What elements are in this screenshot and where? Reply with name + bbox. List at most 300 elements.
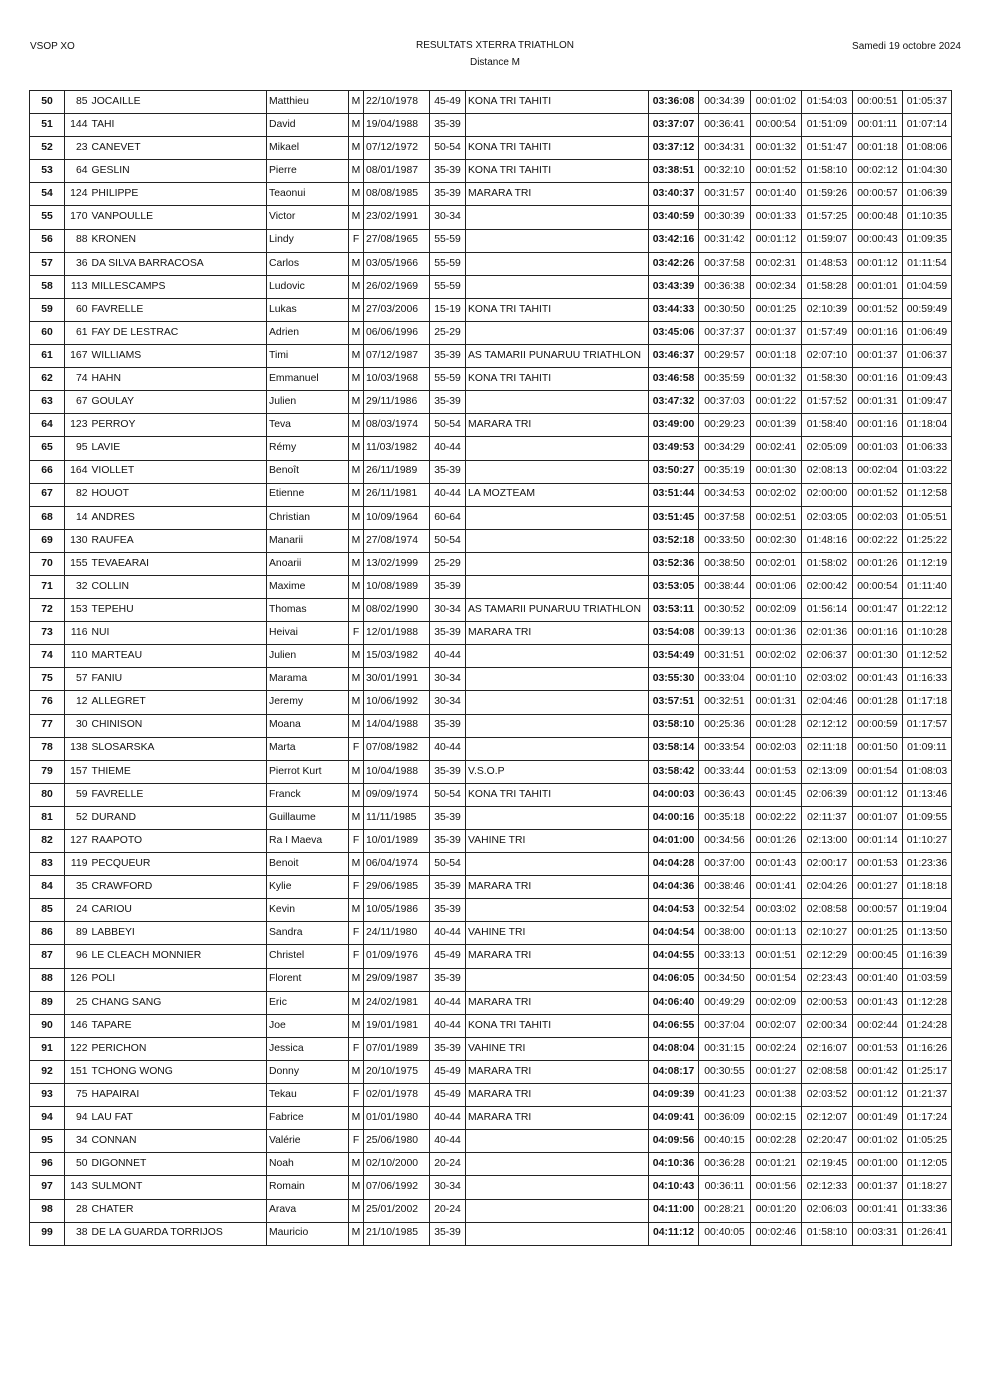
table-row xyxy=(30,622,952,645)
swim-time-cell: 00:35:19 xyxy=(699,460,751,483)
club-cell: VAHINE TRI xyxy=(466,922,649,945)
table-row xyxy=(30,275,952,298)
club-cell: AS TAMARII PUNARUU TRIATHLON xyxy=(466,345,649,368)
sex-cell: M xyxy=(349,137,364,160)
total-time-cell: 03:51:45 xyxy=(649,506,699,529)
t2-time-cell: 00:00:48 xyxy=(853,206,903,229)
category-cell: 35-39 xyxy=(430,622,466,645)
rank-cell: 57 xyxy=(30,252,65,275)
total-time-cell: 04:08:04 xyxy=(649,1037,699,1060)
birth-date-cell: 21/10/1985 xyxy=(364,1222,430,1245)
t2-time-cell: 00:01:37 xyxy=(853,345,903,368)
bike-time-cell: 01:56:14 xyxy=(802,599,853,622)
t2-time-cell: 00:01:12 xyxy=(853,1084,903,1107)
swim-time-cell: 00:32:51 xyxy=(699,691,751,714)
sex-cell: M xyxy=(349,645,364,668)
t1-time-cell: 00:01:39 xyxy=(751,414,802,437)
club-cell xyxy=(466,114,649,137)
run-time-cell: 00:59:49 xyxy=(903,298,952,321)
birth-date-cell: 29/11/1986 xyxy=(364,391,430,414)
table-row xyxy=(30,114,952,137)
birth-date-cell: 07/01/1989 xyxy=(364,1037,430,1060)
table-row xyxy=(30,91,952,114)
table-row xyxy=(30,783,952,806)
t1-time-cell: 00:01:43 xyxy=(751,853,802,876)
swim-time-cell: 00:49:29 xyxy=(699,991,751,1014)
t1-time-cell: 00:02:41 xyxy=(751,437,802,460)
rank-cell: 83 xyxy=(30,853,65,876)
club-cell: MARARA TRI xyxy=(466,1060,649,1083)
bike-time-cell: 02:10:39 xyxy=(802,298,853,321)
club-cell: KONA TRI TAHITI xyxy=(466,783,649,806)
category-cell: 30-34 xyxy=(430,1176,466,1199)
t2-time-cell: 00:01:40 xyxy=(853,968,903,991)
t1-time-cell: 00:01:33 xyxy=(751,206,802,229)
club-cell: MARARA TRI xyxy=(466,991,649,1014)
bib-number-cell: 113 xyxy=(65,275,90,298)
t2-time-cell: 00:01:27 xyxy=(853,876,903,899)
first-name-cell: Jessica xyxy=(267,1037,349,1060)
sex-cell: M xyxy=(349,575,364,598)
category-cell: 55-59 xyxy=(430,229,466,252)
club-cell xyxy=(466,668,649,691)
total-time-cell: 04:00:16 xyxy=(649,806,699,829)
bib-number-cell: 116 xyxy=(65,622,90,645)
t2-time-cell: 00:01:02 xyxy=(853,1130,903,1153)
bib-number-cell: 119 xyxy=(65,853,90,876)
category-cell: 35-39 xyxy=(430,760,466,783)
bike-time-cell: 02:12:33 xyxy=(802,1176,853,1199)
t1-time-cell: 00:01:10 xyxy=(751,668,802,691)
club-cell xyxy=(466,737,649,760)
first-name-cell: Julien xyxy=(267,645,349,668)
bike-time-cell: 02:12:29 xyxy=(802,945,853,968)
birth-date-cell: 29/09/1987 xyxy=(364,968,430,991)
t2-time-cell: 00:02:12 xyxy=(853,160,903,183)
run-time-cell: 01:08:03 xyxy=(903,760,952,783)
last-name-cell: THIEME xyxy=(90,760,267,783)
run-time-cell: 01:06:37 xyxy=(903,345,952,368)
category-cell: 30-34 xyxy=(430,599,466,622)
last-name-cell: RAAPOTO xyxy=(90,830,267,853)
sex-cell: F xyxy=(349,922,364,945)
t2-time-cell: 00:01:53 xyxy=(853,853,903,876)
club-cell xyxy=(466,968,649,991)
birth-date-cell: 26/11/1981 xyxy=(364,483,430,506)
first-name-cell: Lindy xyxy=(267,229,349,252)
run-time-cell: 01:13:46 xyxy=(903,783,952,806)
total-time-cell: 04:00:03 xyxy=(649,783,699,806)
table-row xyxy=(30,1153,952,1176)
bib-number-cell: 157 xyxy=(65,760,90,783)
table-row xyxy=(30,483,952,506)
total-time-cell: 03:42:16 xyxy=(649,229,699,252)
run-time-cell: 01:12:58 xyxy=(903,483,952,506)
bike-time-cell: 02:03:02 xyxy=(802,668,853,691)
t2-time-cell: 00:01:16 xyxy=(853,368,903,391)
category-cell: 50-54 xyxy=(430,137,466,160)
birth-date-cell: 10/08/1989 xyxy=(364,575,430,598)
club-cell xyxy=(466,460,649,483)
category-cell: 35-39 xyxy=(430,1222,466,1245)
sex-cell: M xyxy=(349,691,364,714)
birth-date-cell: 06/06/1996 xyxy=(364,321,430,344)
bike-time-cell: 02:13:00 xyxy=(802,830,853,853)
run-time-cell: 01:12:28 xyxy=(903,991,952,1014)
birth-date-cell: 10/03/1968 xyxy=(364,368,430,391)
birth-date-cell: 10/09/1964 xyxy=(364,506,430,529)
rank-cell: 63 xyxy=(30,391,65,414)
club-cell xyxy=(466,506,649,529)
bike-time-cell: 01:48:16 xyxy=(802,529,853,552)
t2-time-cell: 00:00:43 xyxy=(853,229,903,252)
club-cell xyxy=(466,645,649,668)
t1-time-cell: 00:01:56 xyxy=(751,1176,802,1199)
rank-cell: 98 xyxy=(30,1199,65,1222)
rank-cell: 96 xyxy=(30,1153,65,1176)
last-name-cell: PHILIPPE xyxy=(90,183,267,206)
birth-date-cell: 03/05/1966 xyxy=(364,252,430,275)
t2-time-cell: 00:01:30 xyxy=(853,645,903,668)
first-name-cell: Rémy xyxy=(267,437,349,460)
bib-number-cell: 144 xyxy=(65,114,90,137)
club-cell xyxy=(466,229,649,252)
table-row xyxy=(30,575,952,598)
sex-cell: M xyxy=(349,91,364,114)
t2-time-cell: 00:01:49 xyxy=(853,1107,903,1130)
club-cell: VAHINE TRI xyxy=(466,1037,649,1060)
birth-date-cell: 22/10/1978 xyxy=(364,91,430,114)
first-name-cell: Benoit xyxy=(267,853,349,876)
run-time-cell: 01:18:04 xyxy=(903,414,952,437)
bike-time-cell: 02:23:43 xyxy=(802,968,853,991)
first-name-cell: Thomas xyxy=(267,599,349,622)
total-time-cell: 03:53:05 xyxy=(649,575,699,598)
first-name-cell: Julien xyxy=(267,391,349,414)
birth-date-cell: 12/01/1988 xyxy=(364,622,430,645)
bike-time-cell: 02:01:36 xyxy=(802,622,853,645)
birth-date-cell: 15/03/1982 xyxy=(364,645,430,668)
bib-number-cell: 32 xyxy=(65,575,90,598)
total-time-cell: 04:01:00 xyxy=(649,830,699,853)
t2-time-cell: 00:01:14 xyxy=(853,830,903,853)
bib-number-cell: 75 xyxy=(65,1084,90,1107)
total-time-cell: 03:58:42 xyxy=(649,760,699,783)
run-time-cell: 01:13:50 xyxy=(903,922,952,945)
bike-time-cell: 02:08:58 xyxy=(802,1060,853,1083)
t2-time-cell: 00:01:28 xyxy=(853,691,903,714)
category-cell: 45-49 xyxy=(430,945,466,968)
t2-time-cell: 00:01:42 xyxy=(853,1060,903,1083)
bib-number-cell: 88 xyxy=(65,229,90,252)
club-cell: KONA TRI TAHITI xyxy=(466,1014,649,1037)
t2-time-cell: 00:00:45 xyxy=(853,945,903,968)
last-name-cell: COLLIN xyxy=(90,575,267,598)
last-name-cell: CRAWFORD xyxy=(90,876,267,899)
total-time-cell: 04:04:53 xyxy=(649,899,699,922)
swim-time-cell: 00:33:04 xyxy=(699,668,751,691)
bike-time-cell: 01:57:52 xyxy=(802,391,853,414)
last-name-cell: PERICHON xyxy=(90,1037,267,1060)
table-row xyxy=(30,391,952,414)
total-time-cell: 03:42:26 xyxy=(649,252,699,275)
table-row xyxy=(30,183,952,206)
bike-time-cell: 02:20:47 xyxy=(802,1130,853,1153)
table-row xyxy=(30,1176,952,1199)
t1-time-cell: 00:01:41 xyxy=(751,876,802,899)
run-time-cell: 01:17:18 xyxy=(903,691,952,714)
swim-time-cell: 00:31:42 xyxy=(699,229,751,252)
first-name-cell: Timi xyxy=(267,345,349,368)
t2-time-cell: 00:01:47 xyxy=(853,599,903,622)
last-name-cell: DIGONNET xyxy=(90,1153,267,1176)
bib-number-cell: 94 xyxy=(65,1107,90,1130)
t1-time-cell: 00:01:37 xyxy=(751,321,802,344)
last-name-cell: JOCAILLE xyxy=(90,91,267,114)
table-row xyxy=(30,1222,952,1245)
bike-time-cell: 02:13:09 xyxy=(802,760,853,783)
category-cell: 60-64 xyxy=(430,506,466,529)
birth-date-cell: 08/08/1985 xyxy=(364,183,430,206)
first-name-cell: Lukas xyxy=(267,298,349,321)
first-name-cell: Donny xyxy=(267,1060,349,1083)
swim-time-cell: 00:38:00 xyxy=(699,922,751,945)
last-name-cell: CARIOU xyxy=(90,899,267,922)
table-row xyxy=(30,529,952,552)
bike-time-cell: 01:58:30 xyxy=(802,368,853,391)
sex-cell: F xyxy=(349,1084,364,1107)
last-name-cell: FAVRELLE xyxy=(90,298,267,321)
bike-time-cell: 02:00:00 xyxy=(802,483,853,506)
birth-date-cell: 25/01/2002 xyxy=(364,1199,430,1222)
t1-time-cell: 00:01:54 xyxy=(751,968,802,991)
category-cell: 40-44 xyxy=(430,991,466,1014)
club-cell: MARARA TRI xyxy=(466,876,649,899)
last-name-cell: CHANG SANG xyxy=(90,991,267,1014)
t1-time-cell: 00:02:07 xyxy=(751,1014,802,1037)
category-cell: 45-49 xyxy=(430,91,466,114)
table-row xyxy=(30,1014,952,1037)
table-row xyxy=(30,1037,952,1060)
last-name-cell: GOULAY xyxy=(90,391,267,414)
birth-date-cell: 08/01/1987 xyxy=(364,160,430,183)
t1-time-cell: 00:01:13 xyxy=(751,922,802,945)
sex-cell: M xyxy=(349,160,364,183)
total-time-cell: 04:04:36 xyxy=(649,876,699,899)
swim-time-cell: 00:36:28 xyxy=(699,1153,751,1176)
category-cell: 40-44 xyxy=(430,1107,466,1130)
club-cell xyxy=(466,899,649,922)
run-time-cell: 01:21:37 xyxy=(903,1084,952,1107)
swim-time-cell: 00:36:11 xyxy=(699,1176,751,1199)
t2-time-cell: 00:01:11 xyxy=(853,114,903,137)
bib-number-cell: 36 xyxy=(65,252,90,275)
total-time-cell: 04:08:17 xyxy=(649,1060,699,1083)
club-cell xyxy=(466,1153,649,1176)
event-date: Samedi 19 octobre 2024 xyxy=(852,41,961,52)
run-time-cell: 01:26:41 xyxy=(903,1222,952,1245)
total-time-cell: 04:09:41 xyxy=(649,1107,699,1130)
bib-number-cell: 12 xyxy=(65,691,90,714)
t1-time-cell: 00:02:02 xyxy=(751,645,802,668)
swim-time-cell: 00:38:44 xyxy=(699,575,751,598)
swim-time-cell: 00:40:15 xyxy=(699,1130,751,1153)
total-time-cell: 04:10:36 xyxy=(649,1153,699,1176)
total-time-cell: 03:57:51 xyxy=(649,691,699,714)
table-row xyxy=(30,853,952,876)
rank-cell: 95 xyxy=(30,1130,65,1153)
rank-cell: 88 xyxy=(30,968,65,991)
total-time-cell: 03:38:51 xyxy=(649,160,699,183)
header-title-block xyxy=(0,37,990,71)
bib-number-cell: 126 xyxy=(65,968,90,991)
t1-time-cell: 00:01:27 xyxy=(751,1060,802,1083)
first-name-cell: Mauricio xyxy=(267,1222,349,1245)
total-time-cell: 04:04:54 xyxy=(649,922,699,945)
t2-time-cell: 00:01:16 xyxy=(853,321,903,344)
first-name-cell: Noah xyxy=(267,1153,349,1176)
category-cell: 35-39 xyxy=(430,391,466,414)
rank-cell: 67 xyxy=(30,483,65,506)
bike-time-cell: 02:00:17 xyxy=(802,853,853,876)
rank-cell: 87 xyxy=(30,945,65,968)
birth-date-cell: 08/02/1990 xyxy=(364,599,430,622)
first-name-cell: Florent xyxy=(267,968,349,991)
bib-number-cell: 89 xyxy=(65,922,90,945)
bike-time-cell: 01:51:47 xyxy=(802,137,853,160)
club-cell: LA MOZTEAM xyxy=(466,483,649,506)
rank-cell: 73 xyxy=(30,622,65,645)
total-time-cell: 03:44:33 xyxy=(649,298,699,321)
rank-cell: 89 xyxy=(30,991,65,1014)
total-time-cell: 03:40:59 xyxy=(649,206,699,229)
t1-time-cell: 00:02:01 xyxy=(751,552,802,575)
category-cell: 55-59 xyxy=(430,252,466,275)
table-row xyxy=(30,876,952,899)
run-time-cell: 01:12:19 xyxy=(903,552,952,575)
bib-number-cell: 35 xyxy=(65,876,90,899)
category-cell: 30-34 xyxy=(430,691,466,714)
run-time-cell: 01:12:05 xyxy=(903,1153,952,1176)
swim-time-cell: 00:32:54 xyxy=(699,899,751,922)
bike-time-cell: 01:58:40 xyxy=(802,414,853,437)
run-time-cell: 01:10:28 xyxy=(903,622,952,645)
last-name-cell: HAPAIRAI xyxy=(90,1084,267,1107)
t2-time-cell: 00:00:54 xyxy=(853,575,903,598)
bike-time-cell: 02:06:39 xyxy=(802,783,853,806)
last-name-cell: ANDRES xyxy=(90,506,267,529)
rank-cell: 75 xyxy=(30,668,65,691)
t1-time-cell: 00:03:02 xyxy=(751,899,802,922)
bike-time-cell: 02:04:46 xyxy=(802,691,853,714)
total-time-cell: 04:04:28 xyxy=(649,853,699,876)
bike-time-cell: 02:06:37 xyxy=(802,645,853,668)
last-name-cell: SLOSARSKA xyxy=(90,737,267,760)
last-name-cell: TCHONG WONG xyxy=(90,1060,267,1083)
bib-number-cell: 130 xyxy=(65,529,90,552)
sex-cell: M xyxy=(349,183,364,206)
last-name-cell: WILLIAMS xyxy=(90,345,267,368)
rank-cell: 90 xyxy=(30,1014,65,1037)
sex-cell: M xyxy=(349,506,364,529)
total-time-cell: 03:52:18 xyxy=(649,529,699,552)
last-name-cell: RAUFEA xyxy=(90,529,267,552)
sex-cell: M xyxy=(349,368,364,391)
sex-cell: M xyxy=(349,991,364,1014)
last-name-cell: FAVRELLE xyxy=(90,783,267,806)
t1-time-cell: 00:01:38 xyxy=(751,1084,802,1107)
t1-time-cell: 00:01:12 xyxy=(751,229,802,252)
total-time-cell: 04:09:56 xyxy=(649,1130,699,1153)
t2-time-cell: 00:01:03 xyxy=(853,437,903,460)
t1-time-cell: 00:01:21 xyxy=(751,1153,802,1176)
sex-cell: F xyxy=(349,945,364,968)
run-time-cell: 01:22:12 xyxy=(903,599,952,622)
table-row xyxy=(30,1107,952,1130)
rank-cell: 58 xyxy=(30,275,65,298)
club-cell: VAHINE TRI xyxy=(466,830,649,853)
t2-time-cell: 00:01:01 xyxy=(853,275,903,298)
rank-cell: 77 xyxy=(30,714,65,737)
sex-cell: M xyxy=(349,599,364,622)
rank-cell: 65 xyxy=(30,437,65,460)
run-time-cell: 01:03:22 xyxy=(903,460,952,483)
bib-number-cell: 167 xyxy=(65,345,90,368)
rank-cell: 60 xyxy=(30,321,65,344)
birth-date-cell: 10/01/1989 xyxy=(364,830,430,853)
first-name-cell: Kevin xyxy=(267,899,349,922)
t2-time-cell: 00:01:31 xyxy=(853,391,903,414)
t2-time-cell: 00:01:53 xyxy=(853,1037,903,1060)
category-cell: 20-24 xyxy=(430,1199,466,1222)
birth-date-cell: 20/10/1975 xyxy=(364,1060,430,1083)
first-name-cell: Romain xyxy=(267,1176,349,1199)
first-name-cell: Mikael xyxy=(267,137,349,160)
table-row xyxy=(30,945,952,968)
category-cell: 35-39 xyxy=(430,460,466,483)
table-row xyxy=(30,968,952,991)
swim-time-cell: 00:33:13 xyxy=(699,945,751,968)
swim-time-cell: 00:35:18 xyxy=(699,806,751,829)
rank-cell: 61 xyxy=(30,345,65,368)
run-time-cell: 01:19:04 xyxy=(903,899,952,922)
first-name-cell: Teva xyxy=(267,414,349,437)
bib-number-cell: 143 xyxy=(65,1176,90,1199)
t1-time-cell: 00:02:31 xyxy=(751,252,802,275)
results-rows xyxy=(30,91,952,1246)
first-name-cell: Jeremy xyxy=(267,691,349,714)
bike-time-cell: 02:08:13 xyxy=(802,460,853,483)
club-cell: KONA TRI TAHITI xyxy=(466,368,649,391)
last-name-cell: LABBEYI xyxy=(90,922,267,945)
birth-date-cell: 09/09/1974 xyxy=(364,783,430,806)
t1-time-cell: 00:02:51 xyxy=(751,506,802,529)
run-time-cell: 01:05:37 xyxy=(903,91,952,114)
first-name-cell: Valérie xyxy=(267,1130,349,1153)
rank-cell: 84 xyxy=(30,876,65,899)
total-time-cell: 03:50:27 xyxy=(649,460,699,483)
first-name-cell: Adrien xyxy=(267,321,349,344)
first-name-cell: Manarii xyxy=(267,529,349,552)
first-name-cell: Fabrice xyxy=(267,1107,349,1130)
first-name-cell: Maxime xyxy=(267,575,349,598)
swim-time-cell: 00:41:23 xyxy=(699,1084,751,1107)
bike-time-cell: 01:57:49 xyxy=(802,321,853,344)
run-time-cell: 01:17:57 xyxy=(903,714,952,737)
t2-time-cell: 00:01:26 xyxy=(853,552,903,575)
last-name-cell: ALLEGRET xyxy=(90,691,267,714)
first-name-cell: Etienne xyxy=(267,483,349,506)
